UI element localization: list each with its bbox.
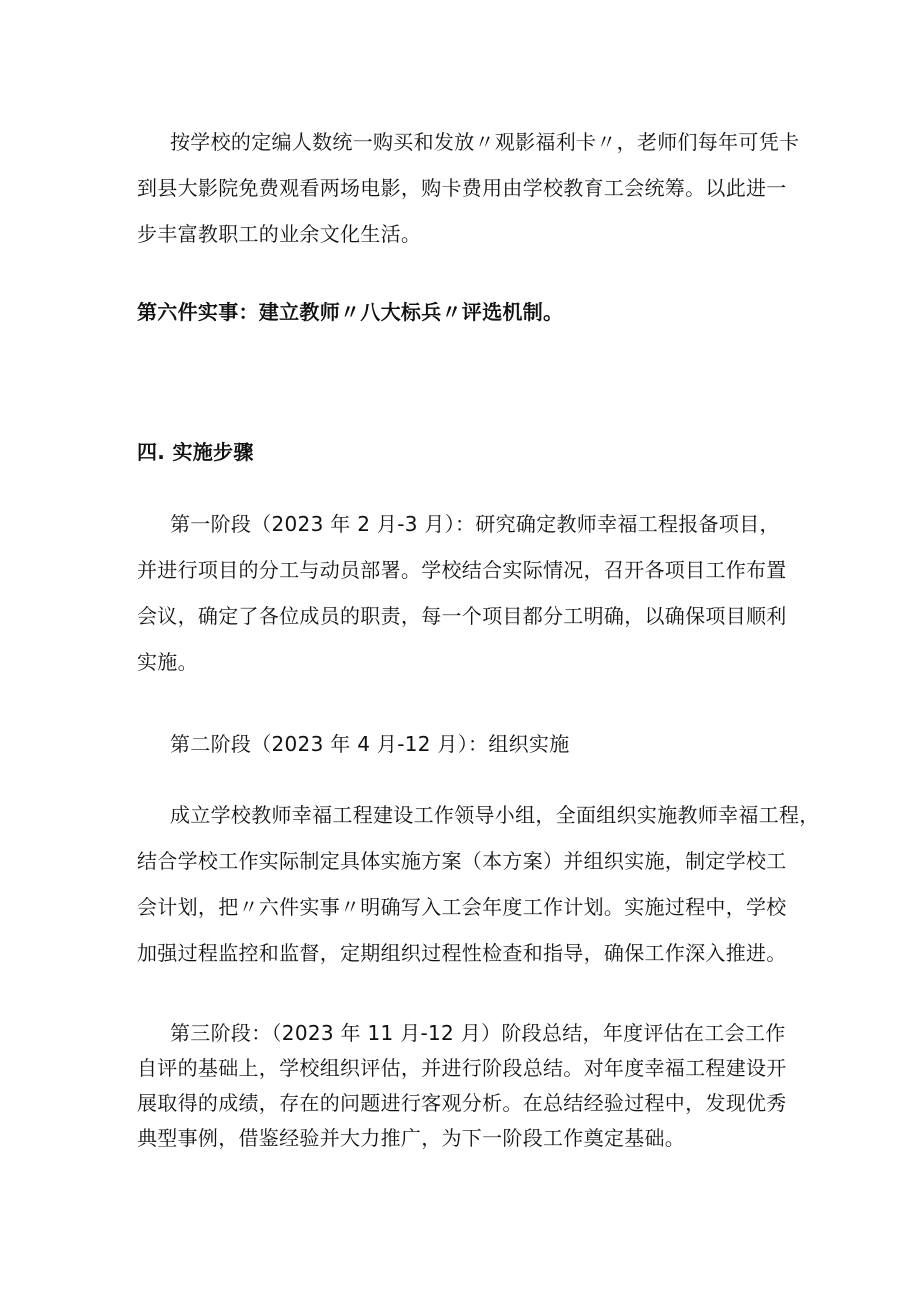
text-line: 成立学校教师幸福工程建设工作领导小组，全面组织实施教师幸福工程， — [170, 803, 820, 827]
text-line: 典型事例，借鉴经验并大力推广，为下一阶段工作奠定基础。 — [137, 1126, 686, 1150]
text-line: 第一阶段（2023 年 2 月-3 月）：研究确定教师幸福工程报备项目， — [170, 512, 780, 536]
paragraph-stage-two-body — [137, 792, 820, 976]
text-line: 并进行项目的分工与动员部署。学校结合实际情况，召开各项目工作布置 — [137, 558, 787, 582]
paragraph-welfare-card — [137, 119, 800, 257]
text-line: 步丰富教职工的业余文化生活。 — [137, 222, 422, 246]
paragraph-stage-one — [137, 501, 787, 685]
text-line: 到县大影院免费观看两场电影，购卡费用由学校教育工会统筹。以此进一 — [137, 176, 787, 200]
item-six-heading — [137, 289, 787, 335]
text-line: 展取得的成绩，存在的问题进行客观分析。在总结经验过程中，发现优秀 — [137, 1091, 787, 1115]
paragraph-stage-three — [137, 1016, 787, 1156]
text-line: 第二阶段（2023 年 4 月-12 月）：组织实施 — [170, 732, 570, 756]
text-line: 按学校的定编人数统一购买和发放〃观影福利卡〃，老师们每年可凭卡 — [170, 130, 800, 154]
text-line: 实施。 — [137, 650, 198, 674]
text-line: 第三阶段：（2023 年 11 月-12 月）阶段总结，年度评估在工会工作 — [170, 1021, 786, 1045]
text-line: 加强过程监控和监督，定期组织过程性检查和指导，确保工作深入推进。 — [137, 941, 787, 965]
text-line: 自评的基础上，学校组织评估，并进行阶段总结。对年度幸福工程建设开 — [137, 1056, 787, 1080]
section-heading — [137, 429, 787, 475]
text-line: 结合学校工作实际制定具体实施方案（本方案）并组织实施，制定学校工 — [137, 849, 787, 873]
text-line: 会议，确定了各位成员的职责，每一个项目都分工明确，以确保项目顺利 — [137, 604, 787, 628]
paragraph-stage-two-title — [137, 721, 787, 767]
text-line: 第六件实事：建立教师〃八大标兵〃评选机制。 — [137, 300, 564, 324]
text-line: 会计划，把〃六件实事〃明确写入工会年度工作计划。实施过程中，学校 — [137, 895, 787, 919]
text-line: 四. 实施步骤 — [137, 440, 254, 464]
